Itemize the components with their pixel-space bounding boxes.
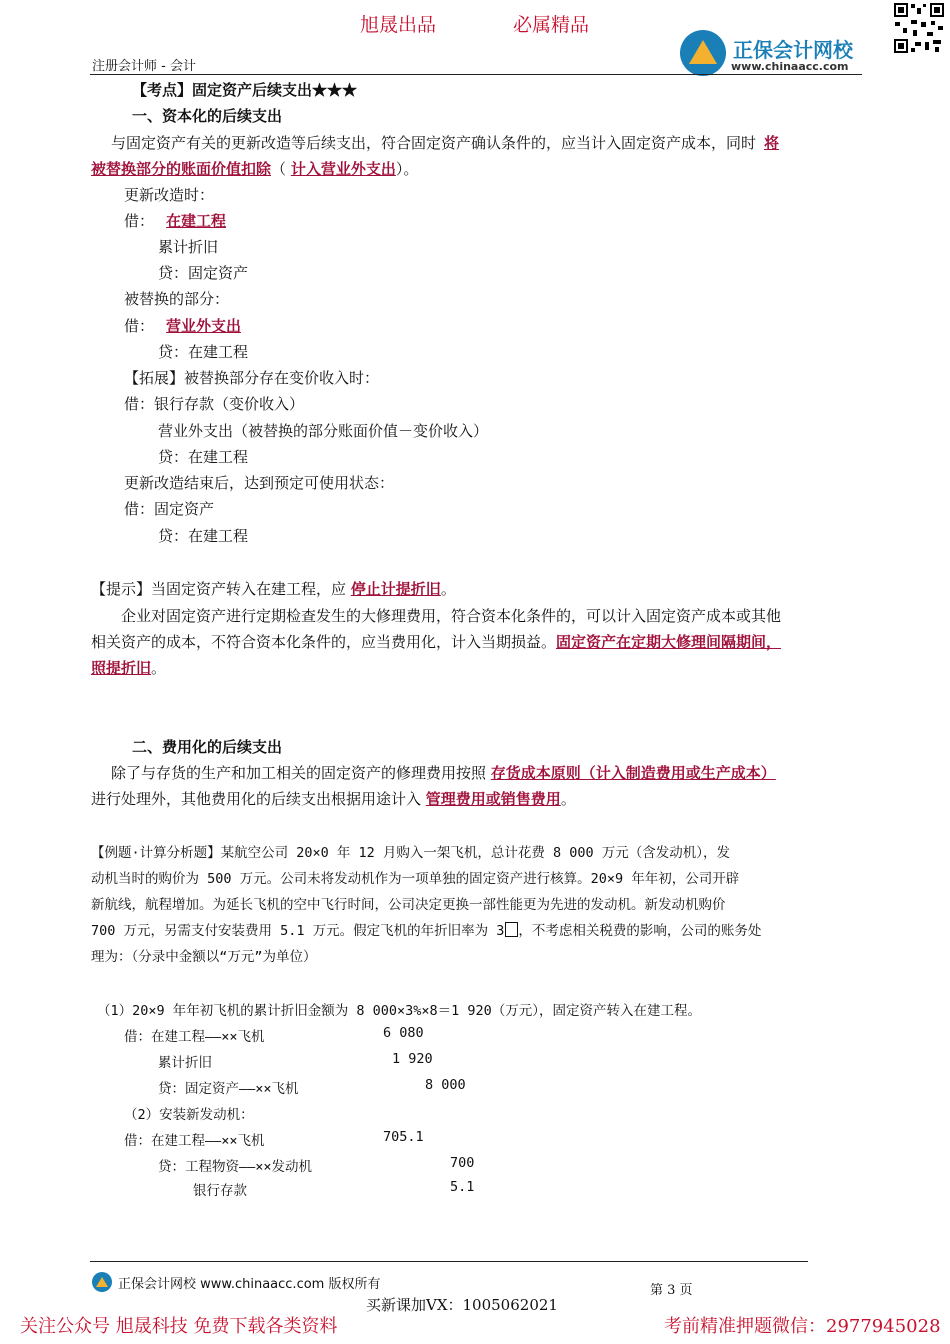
tip-line — [91, 576, 456, 602]
entry-credit-4: 贷：在建工程 — [158, 527, 249, 545]
e2-credit: 贷：工程物资——××发动机 — [158, 1159, 313, 1175]
entry-debit-2 — [124, 313, 241, 339]
end-label: 更新改造结束后，达到预定可使用状态： — [124, 474, 395, 492]
entry-credit-2: 贷：在建工程 — [158, 343, 249, 361]
logo-triangle-icon — [689, 40, 717, 64]
entry-debit-1 — [124, 208, 226, 234]
p3-text-a: 除了与存货的生产和加工相关的固定资产的修理费用按照 — [111, 764, 487, 782]
entry-debit-3: 借：银行存款（变价收入） — [124, 395, 305, 413]
paragraph-2-line-1: 企业对固定资产进行定期检查发生的大修理费用，符合资本化条件的，可以计入固定资产成本或其他 — [121, 607, 782, 625]
example-line-2: 动机当时的购价为 500 万元。公司未将发动机作为一项单独的固定资产进行核算。20×9 年年初，公司开辟 — [91, 871, 740, 887]
p1-text-c: ）。 — [395, 160, 419, 178]
entry-credit-3: 贷：在建工程 — [158, 448, 249, 466]
p3-text-b: 进行处理外，其他费用化的后续支出根据用途计入 — [91, 790, 422, 808]
header-rule — [90, 74, 862, 75]
logo-name: 正保会计网校 — [733, 38, 853, 62]
paragraph-1-line-1 — [111, 130, 779, 156]
p3-highlight-2: 管理费用或销售费用 — [425, 790, 561, 808]
example-line-5: 理为：（分录中金额以“万元”为单位） — [91, 949, 317, 965]
paragraph-2-line-2 — [91, 629, 781, 655]
e1-debit-amount: 6 080 — [383, 1025, 424, 1041]
logo-url: www.chinaacc.com — [731, 60, 849, 73]
heading-expensed: 二、费用化的后续支出 — [132, 738, 283, 756]
paragraph-3-line-1 — [111, 760, 776, 786]
footer-rule — [90, 1261, 808, 1262]
p1-highlight-2: 计入营业外支出 — [290, 160, 396, 178]
e2-debit: 借：在建工程——××飞机 — [124, 1133, 265, 1149]
example-line-4a: 700 万元，另需支付安装费用 5.1 万元。假定飞机的年折旧率为 3 — [91, 923, 505, 939]
e1-accum: 累计折旧 — [158, 1055, 212, 1071]
entry-nonop: 营业外支出（被替换的部分账面价值－变价收入） — [158, 422, 489, 440]
e2-bank: 银行存款 — [193, 1183, 247, 1199]
paragraph-3-line-2 — [91, 786, 576, 812]
tip-end: 。 — [440, 580, 456, 598]
e2-credit-amount: 700 — [450, 1155, 475, 1171]
debit-label: 借： — [124, 317, 155, 335]
e1-credit: 贷：固定资产——××飞机 — [158, 1081, 299, 1097]
p1-highlight-1b: 被替换部分的账面价值扣除 — [91, 160, 272, 178]
footer-logo-triangle-icon — [96, 1277, 108, 1287]
entry-credit-1: 贷：固定资产 — [158, 264, 249, 282]
course-name: 注册会计师 - 会计 — [92, 59, 196, 74]
footer-site: 正保会计网校 www.chinaacc.com 版权所有 — [118, 1277, 381, 1292]
p1-text-b: （ — [271, 160, 287, 178]
p2-end: 。 — [151, 659, 167, 677]
example-line-4b: ，不考虑相关税费的影响，公司的账务处 — [518, 923, 762, 939]
e1-debit: 借：在建工程——××飞机 — [124, 1029, 265, 1045]
tip-highlight: 停止计提折旧 — [350, 580, 441, 598]
e1-credit-amount: 8 000 — [425, 1077, 466, 1093]
footer-right-promo: 考前精准押题微信：2977945028 — [664, 1316, 941, 1337]
entry-accum-depr: 累计折旧 — [158, 238, 219, 256]
p2-highlight-a: 固定资产在定期大修理间隔期间， — [556, 633, 782, 651]
example-line-1: 【例题·计算分析题】某航空公司 20×0 年 12 月购入一架飞机，总计花费 8 000 万元（含发动机），发 — [91, 845, 731, 861]
p1-highlight-1a: 将 — [764, 134, 780, 152]
expand-label: 【拓展】被替换部分存在变价收入时： — [124, 369, 380, 387]
e1-accum-amount: 1 920 — [392, 1051, 433, 1067]
replaced-part-label: 被替换的部分： — [124, 290, 230, 308]
missing-glyph-icon — [505, 922, 518, 937]
step-2: （2）安装新发动机： — [124, 1107, 254, 1123]
footer-vx: 买新课加VX：1005062021 — [366, 1296, 558, 1314]
p2-text: 相关资产的成本，不符合资本化条件的，应当费用化，计入当期损益。 — [91, 633, 557, 651]
example-line-3: 新航线，航程增加。为延长飞机的空中飞行时间，公司决定更换一部性能更为先进的发动机。新发动机购价 — [91, 897, 726, 913]
step-1: （1）20×9 年年初飞机的累计折旧金额为 8 000×3%×8＝1 920（万元），固定资产转入在建工程。 — [97, 1003, 702, 1019]
heading-capitalized: 一、资本化的后续支出 — [132, 107, 283, 125]
header-tag-right: 必属精品 — [513, 14, 590, 36]
debit-cip-highlight: 在建工程 — [166, 212, 227, 230]
qr-code-icon — [893, 2, 945, 54]
footer-left-promo: 关注公众号 旭晟科技 免费下载各类资料 — [20, 1316, 338, 1337]
p3-end: 。 — [560, 790, 576, 808]
example-line-4 — [91, 919, 761, 939]
p3-highlight-1: 存货成本原则（计入制造费用或生产成本） — [490, 764, 776, 782]
debit-label: 借： — [124, 212, 155, 230]
paragraph-2-line-3 — [91, 655, 166, 681]
entry-debit-4: 借：固定资产 — [124, 500, 215, 518]
e2-bank-amount: 5.1 — [450, 1179, 475, 1195]
topic-title: 【考点】固定资产后续支出★★★ — [132, 81, 358, 99]
update-label: 更新改造时： — [124, 186, 215, 204]
tip-text: 【提示】当固定资产转入在建工程，应 — [91, 580, 347, 598]
footer-page-number: 第 3 页 — [650, 1283, 693, 1298]
debit-nonop-highlight: 营业外支出 — [166, 317, 242, 335]
e2-debit-amount: 705.1 — [383, 1129, 424, 1145]
p2-highlight-b: 照提折旧 — [91, 659, 152, 677]
paragraph-1-line-2 — [91, 156, 418, 182]
p1-text-a: 与固定资产有关的更新改造等后续支出，符合固定资产确认条件的，应当计入固定资产成本，同时 — [111, 134, 757, 152]
header-tag-left: 旭晟出品 — [360, 14, 437, 36]
